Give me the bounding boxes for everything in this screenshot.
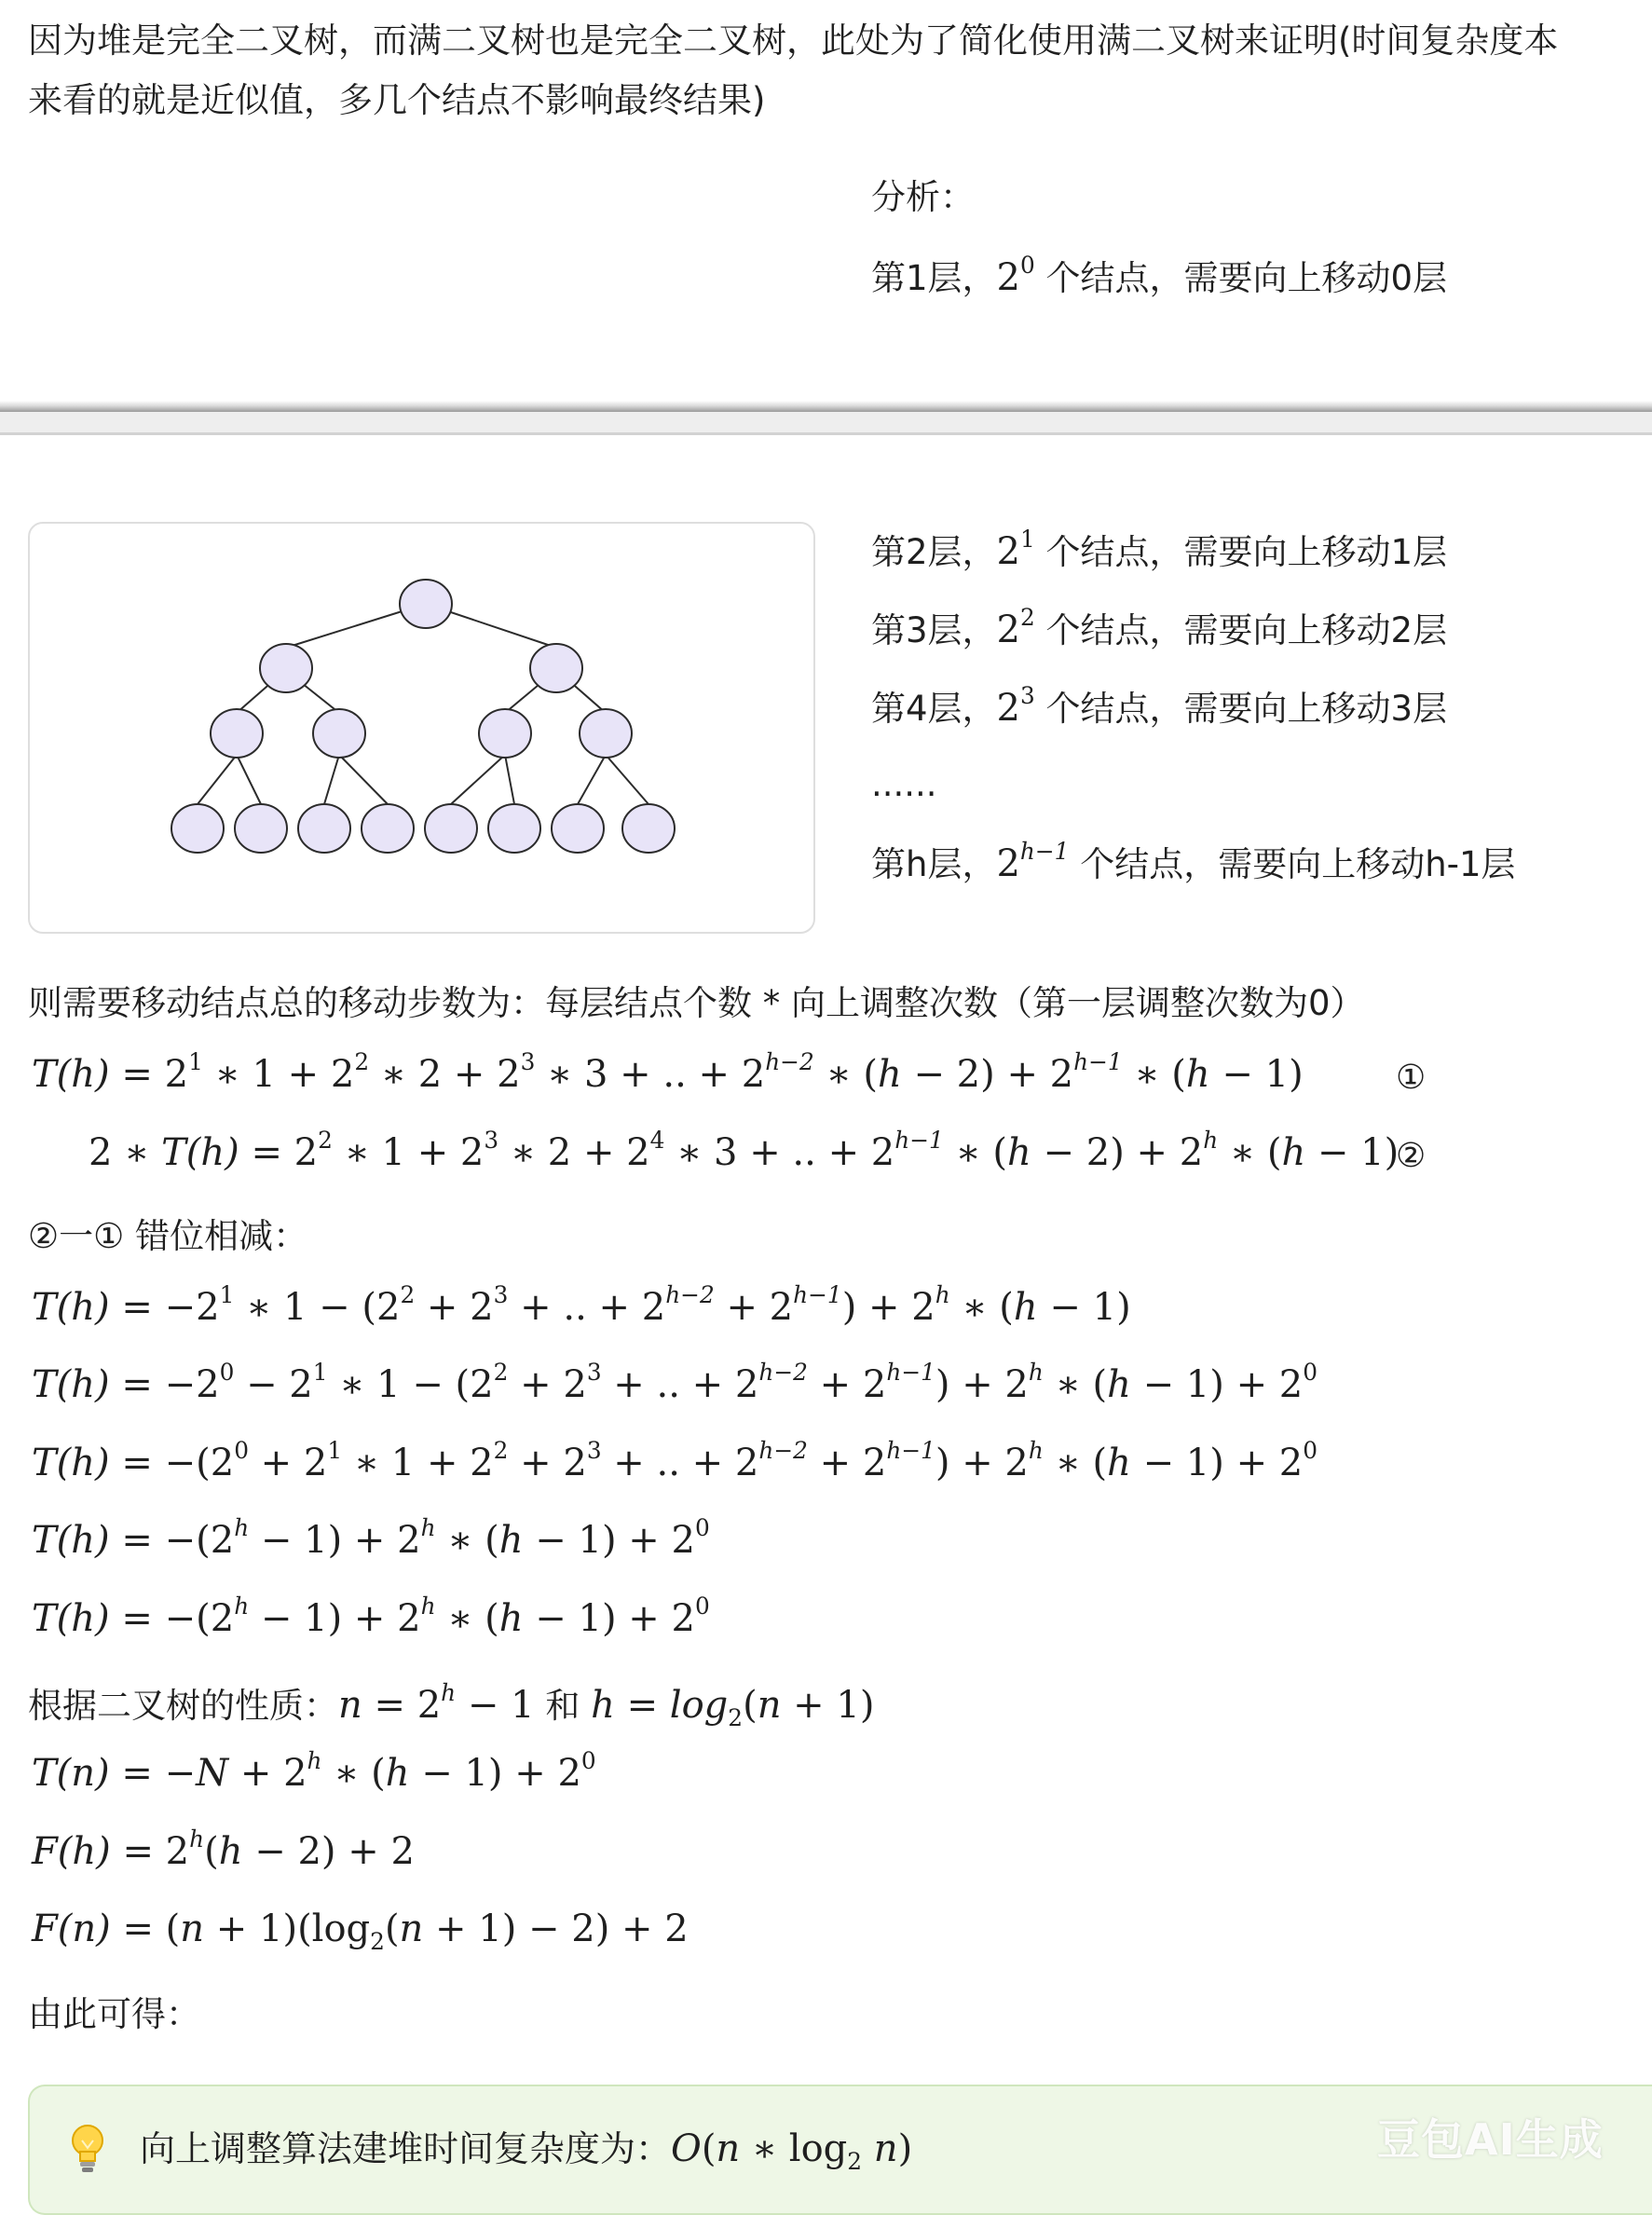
tree-node xyxy=(479,709,531,758)
tree-node-leaf xyxy=(622,804,675,853)
page-divider-gap xyxy=(0,412,1652,432)
analysis-ellipsis: ...... xyxy=(871,764,937,804)
tree-node-leaf xyxy=(298,804,350,853)
analysis-level-3: 第3层，$2^2$ 个结点，需要向上移动2层 xyxy=(871,604,1448,651)
analysis-level-2: 第2层，$2^1$ 个结点，需要向上移动1层 xyxy=(871,526,1448,573)
tree-node xyxy=(260,644,312,692)
tree-node-root xyxy=(400,580,452,628)
steps-intro: 则需要移动结点总的移动步数为：每层结点个数 * 向上调整次数（第一层调整次数为0） xyxy=(28,983,1365,1023)
result-T-n: $T(n) = -N + 2^h$ ∗ $(h - 1) + 2^0$ xyxy=(32,1747,596,1795)
analysis-level-1: 第1层，$2^0$ 个结点，需要向上移动0层 xyxy=(871,252,1448,299)
page-divider-line xyxy=(0,432,1652,435)
derivation-line-3: $T(h) = -(2^0 + 2^1$ ∗ $1 + 2^2 + 2^3$ + .. + $2^{h-2} + 2^{h-1}) + 2^h$ ∗ $(h - 1) + 2^0$ xyxy=(32,1437,1318,1484)
analysis-level-4: 第4层，$2^3$ 个结点，需要向上移动3层 xyxy=(871,682,1448,730)
conclusion-label: 由此可得： xyxy=(28,1994,200,2034)
tree-node xyxy=(211,709,263,758)
result-F-n: $F(n) = (n + 1)(\log_2(n + 1) - 2) + 2$ xyxy=(32,1907,689,1955)
subtract-label: ②一① 错位相减： xyxy=(28,1216,308,1256)
intro-line-2: 来看的就是近似值，多几个结点不影响最终结果) xyxy=(28,79,766,120)
binary-tree-card xyxy=(28,522,815,934)
tree-node-leaf xyxy=(362,804,414,853)
equation-1-marker: ① xyxy=(1396,1059,1427,1097)
watermark-logo: 豆包AI生成 xyxy=(1377,2114,1604,2165)
derivation-line-1: $T(h) = -2^1$ ∗ $1 - (2^2 + 2^3$ + .. + $2^{h-2} + 2^{h-1}) + 2^h$ ∗ (h − 1) xyxy=(32,1281,1131,1329)
equation-1: $T(h) = 2^1$ ∗ $1 + 2^2$ ∗ $2 + 2^3$ ∗ 3 + .. + $2^{h-2}$ ∗ $(h - 2) + 2^{h-1}$ ∗ (h − 1) xyxy=(32,1048,1304,1096)
tree-node xyxy=(313,709,365,758)
tree-node-leaf xyxy=(488,804,540,853)
result-F-h: $F(h) = 2^h(h - 2) + 2$ xyxy=(32,1825,415,1873)
derivation-line-4: $T(h) = -(2^h - 1) + 2^h$ ∗ $(h - 1) + 2^0$ xyxy=(32,1514,710,1562)
tree-node xyxy=(530,644,582,692)
tree-node-leaf xyxy=(425,804,477,853)
page-divider xyxy=(0,401,1652,412)
intro-paragraph xyxy=(28,11,1645,130)
analysis-heading: 分析： xyxy=(871,177,975,217)
tip-text: 向上调整算法建堆时间复杂度为：O(n ∗ $\log_2 n$) xyxy=(140,2127,913,2175)
tree-node-leaf xyxy=(552,804,604,853)
property-line: 根据二叉树的性质：$n = 2^h - 1$ 和 $h = \log_2(n + 1)$ xyxy=(28,1679,875,1731)
lightbulb-icon xyxy=(69,2122,106,2178)
intro-line-1: 因为堆是完全二叉树，而满二叉树也是完全二叉树，此处为了简化使用满二叉树来证明(时间复杂度本 xyxy=(28,21,1559,61)
full-binary-tree-diagram xyxy=(30,524,813,932)
equation-2: 2 ∗ $T(h) = 2^2$ ∗ $1 + 2^3$ ∗ $2 + 2^4$ ∗ 3 + .. + $2^{h-1}$ ∗ $(h - 2) + 2^h$ ∗ (h − 1) xyxy=(89,1127,1399,1174)
analysis-level-h: 第h层，$2^{h-1}$ 个结点，需要向上移动h-1层 xyxy=(871,838,1516,885)
tree-node-leaf xyxy=(171,804,224,853)
tree-node-leaf xyxy=(235,804,287,853)
derivation-line-2: $T(h) = -2^0 - 2^1$ ∗ $1 - (2^2 + 2^3$ + .. + $2^{h-2} + 2^{h-1}) + 2^h$ ∗ $(h - 1) + 2^0$ xyxy=(32,1359,1318,1406)
equation-2-marker: ② xyxy=(1396,1137,1427,1175)
tree-node xyxy=(580,709,632,758)
derivation-line-5: $T(h) = -(2^h - 1) + 2^h$ ∗ $(h - 1) + 2^0$ xyxy=(32,1593,710,1640)
